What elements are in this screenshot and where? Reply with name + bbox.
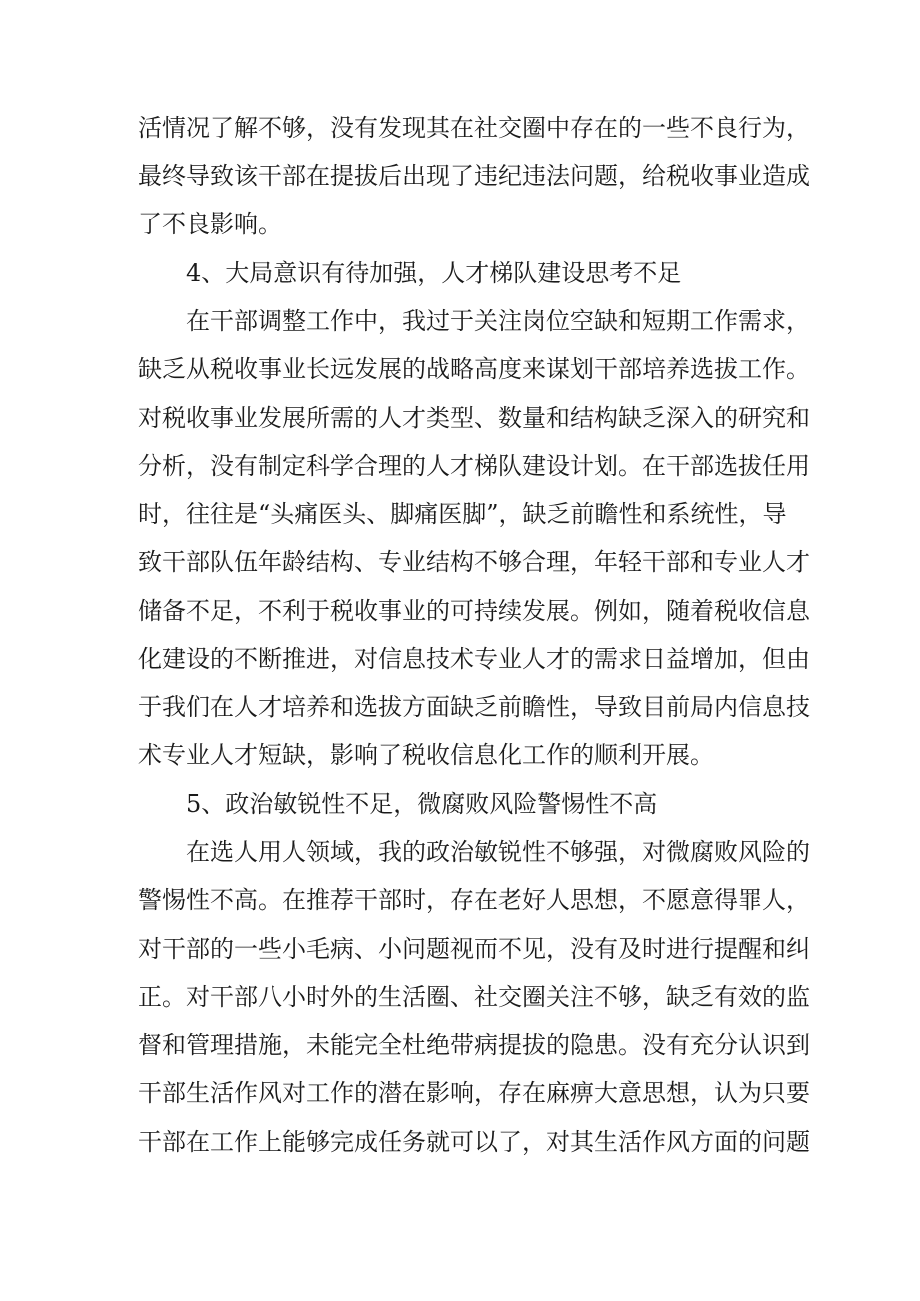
text-line: 对干部的一些小毛病、小问题视而不见，没有及时进行提醒和纠 (138, 935, 810, 963)
text-line: 正。对干部八小时外的生活圈、社交圈关注不够，缺乏有效的监 (138, 983, 810, 1011)
text-line: 化建设的不断推进，对信息技术专业人才的需求日益增加，但由 (138, 645, 810, 673)
section-heading: 4、大局意识有待加强，人才梯队建设思考不足 (186, 259, 682, 287)
text-line: 了不良影响。 (138, 210, 282, 238)
text-line: 缺乏从税收事业长远发展的战略高度来谋划干部培养选拔工作。 (138, 355, 810, 383)
text-line: 致干部队伍年龄结构、专业结构不够合理，年轻干部和专业人才 (138, 548, 810, 576)
text-line: 于我们在人才培养和选拔方面缺乏前瞻性，导致目前局内信息技 (138, 693, 810, 721)
text-line: 对税收事业发展所需的人才类型、数量和结构缺乏深入的研究和 (138, 404, 810, 432)
text-line: 在干部调整工作中，我过于关注岗位空缺和短期工作需求， (186, 307, 810, 335)
text-line: 在选人用人领域，我的政治敏锐性不够强，对微腐败风险的 (186, 838, 810, 866)
text-line: 分析，没有制定科学合理的人才梯队建设计划。在干部选拔任用 (138, 452, 810, 480)
text-line: 活情况了解不够，没有发现其在社交圈中存在的一些不良行为， (138, 114, 810, 142)
text-line: 术专业人才短缺，影响了税收信息化工作的顺利开展。 (138, 741, 714, 769)
text-line: 干部在工作上能够完成任务就可以了，对其生活作风方面的问题 (138, 1128, 810, 1156)
section-heading: 5、政治敏锐性不足，微腐败风险警惕性不高 (186, 790, 658, 818)
text-line: 最终导致该干部在提拔后出现了违纪违法问题，给税收事业造成 (138, 162, 810, 190)
text-line: 督和管理措施，未能完全杜绝带病提拔的隐患。没有充分认识到 (138, 1031, 810, 1059)
text-line: 警惕性不高。在推荐干部时，存在老好人思想，不愿意得罪人， (138, 886, 810, 914)
text-line: 储备不足，不利于税收事业的可持续发展。例如，随着税收信息 (138, 597, 810, 625)
text-line: 干部生活作风对工作的潜在影响，存在麻痹大意思想，认为只要 (138, 1079, 810, 1107)
text-line: 时，往往是“头痛医头、脚痛医脚”，缺乏前瞻性和系统性，导 (138, 500, 787, 528)
